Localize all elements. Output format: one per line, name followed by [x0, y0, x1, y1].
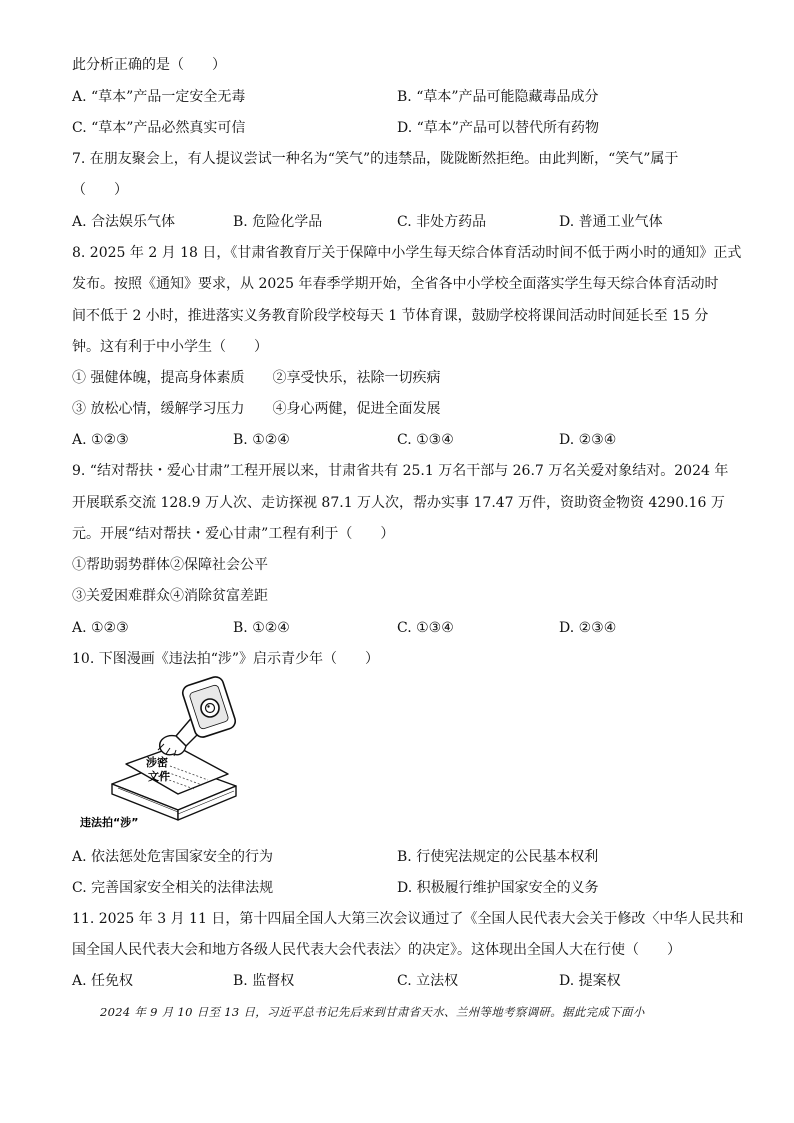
q9-stem-line3: 元。开展“结对帮扶・爱心甘肃”工程有利于（ ）: [72, 526, 395, 542]
q9-stem-line2: 开展联系交流 128.9 万人次、走访探视 87.1 万人次，帮办实事 17.47 万件，资助资金物资 4290.16 万: [72, 495, 725, 511]
q9-statements-1: ①帮助弱势群体②保障社会公平: [72, 557, 268, 573]
q8-stem-line4: 钟。这有利于中小学生（ ）: [72, 339, 268, 355]
q8-statements-2: ③ 放松心情，缓解学习压力 ④身心两健，促进全面发展: [72, 401, 441, 417]
q6-option-c: C. “草本”产品必然真实可信: [72, 120, 246, 136]
q7-option-a: A. 合法娱乐气体: [72, 214, 176, 230]
q9-stem-line1: 9. “结对帮扶・爱心甘肃”工程开展以来，甘肃省共有 25.1 万名干部与 26.7 万名关爱对象结对。2024 年: [72, 463, 729, 479]
q11-option-a: A. 任免权: [72, 973, 134, 989]
q6-option-b: B. “草本”产品可能隐藏毒品成分: [397, 89, 599, 105]
q8-stem-line2: 发布。按照《通知》要求，从 2025 年春季学期开始，全省各中小学校全面落实学生每天综合体育活动时: [72, 276, 719, 292]
doc-label-line1: 涉密: [146, 756, 168, 769]
q11-stem-line1: 11. 2025 年 3 月 11 日，第十四届全国人大第三次会议通过了《全国人民代表大会关于修改〈中华人民共和: [72, 911, 744, 927]
q11-option-b: B. 监督权: [233, 973, 295, 989]
q9-option-a: A. ①②③: [72, 620, 129, 636]
q9-statements-2: ③关爱困难群众④消除贫富差距: [72, 588, 268, 604]
q7-option-b: B. 危险化学品: [233, 214, 323, 230]
q8-stem-line3: 间不低于 2 小时，推进落实义务教育阶段学校每天 1 节体育课，鼓励学校将课间活动时间延长至 15 分: [72, 308, 709, 324]
q10-option-a: A. 依法惩处危害国家安全的行为: [72, 849, 274, 865]
q7-option-d: D. 普通工业气体: [559, 214, 663, 230]
q10-option-c: C. 完善国家安全相关的法律法规: [72, 880, 274, 896]
doc-label-line2: 文件: [148, 770, 170, 783]
q11-option-d: D. 提案权: [559, 973, 621, 989]
q8-statements-1: ① 强健体魄，提高身体素质 ②享受快乐，祛除一切疾病: [72, 370, 441, 386]
q9-option-d: D. ②③④: [559, 620, 617, 636]
q8-option-a: A. ①②③: [72, 432, 129, 448]
q11-stem-line2: 国全国人民代表大会和地方各级人民代表大会代表法〉的决定》。这体现出全国人大在行使（ ）: [72, 942, 681, 958]
q7-stem-line1: 7. 在朋友聚会上，有人提议尝试一种名为“笑气”的违禁品，陇陇断然拒绝。由此判断，“笑气”属于: [72, 151, 679, 167]
q11-option-c: C. 立法权: [397, 973, 459, 989]
q10-stem: 10. 下图漫画《违法拍“涉”》启示青少年（ ）: [72, 651, 380, 667]
q7-option-c: C. 非处方药品: [397, 214, 487, 230]
cartoon-illustration: [78, 674, 248, 834]
q10-option-d: D. 积极履行维护国家安全的义务: [397, 880, 599, 896]
q6-option-d: D. “草本”产品可以替代所有药物: [397, 120, 599, 136]
q8-option-d: D. ②③④: [559, 432, 617, 448]
q6-stem-tail: 此分析正确的是（ ）: [72, 57, 226, 73]
q7-stem-line2: （ ）: [72, 182, 128, 198]
q9-option-c: C. ①③④: [397, 620, 454, 636]
cartoon-caption: 违法拍“涉”: [80, 816, 139, 829]
q8-option-b: B. ①②④: [233, 432, 290, 448]
q9-option-b: B. ①②④: [233, 620, 290, 636]
material-intro: 2024 年 9 月 10 日至 13 日，习近平总书记先后来到甘肃省天水、兰州等地考察调研。据此完成下面小: [100, 1005, 645, 1019]
q10-option-b: B. 行使宪法规定的公民基本权利: [397, 849, 599, 865]
q6-option-a: A. “草本”产品一定安全无毒: [72, 89, 246, 105]
q8-option-c: C. ①③④: [397, 432, 454, 448]
q8-stem-line1: 8. 2025 年 2 月 18 日，《甘肃省教育厅关于保障中小学生每天综合体育活动时间不低于两小时的通知》正式: [72, 245, 742, 261]
